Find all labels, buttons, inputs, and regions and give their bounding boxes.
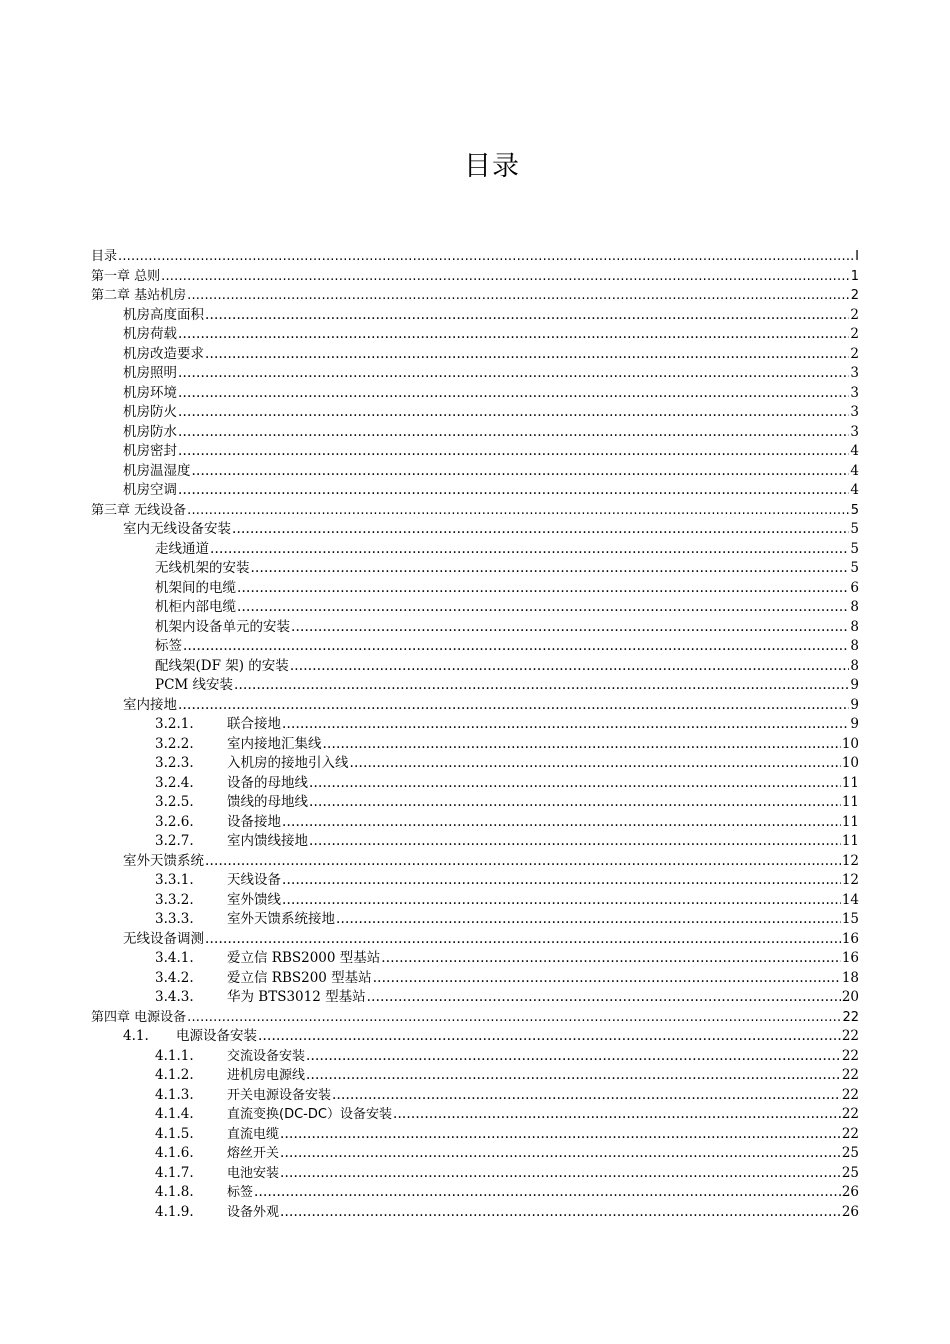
toc-entry-title: 华为 BTS3012 型基站 — [227, 989, 366, 1005]
toc-entry-page: I — [855, 249, 859, 264]
dot-leader — [210, 540, 849, 560]
toc-entry-title: 机房荷载 — [123, 326, 177, 342]
toc-entry-page: 5 — [850, 560, 859, 576]
dot-leader — [332, 1086, 841, 1106]
toc-entry[interactable] — [91, 598, 859, 618]
toc-entry-title: 室内接地 — [123, 696, 177, 713]
toc-entry[interactable] — [91, 1047, 859, 1067]
toc-entry-title: 第三章 无线设备 — [91, 502, 187, 518]
dot-leader — [205, 306, 849, 326]
toc-entry-page: 8 — [850, 657, 859, 674]
dot-leader — [381, 949, 841, 969]
dot-leader — [234, 676, 849, 696]
toc-entry-number: 3.2.5. — [155, 794, 194, 810]
toc-entry-title: 馈线的母地线 — [227, 794, 308, 810]
toc-entry[interactable] — [91, 1086, 859, 1106]
page-title: 目录 — [464, 151, 520, 182]
toc-entry-page: 22 — [841, 1028, 859, 1044]
toc-entry-page: 3 — [850, 365, 859, 381]
toc-entry[interactable] — [91, 501, 859, 521]
toc-entry-number: 3.2.2. — [155, 735, 194, 752]
toc-entry-number: 3.4.2. — [155, 969, 194, 986]
toc-entry[interactable] — [91, 715, 859, 735]
toc-entry[interactable] — [91, 423, 859, 443]
dot-leader — [306, 1047, 841, 1067]
dot-leader — [178, 403, 849, 423]
toc-entry[interactable] — [91, 637, 859, 657]
dot-leader — [178, 442, 849, 462]
toc-entry-title: 室内接地汇集线 — [227, 735, 322, 752]
dot-leader — [291, 618, 849, 638]
toc-entry-title: 爱立信 RBS2000 型基站 — [227, 950, 381, 966]
toc-entry[interactable] — [91, 520, 859, 540]
toc-entry-title: 机房改造要求 — [123, 345, 204, 362]
toc-entry[interactable] — [91, 442, 859, 462]
toc-entry[interactable] — [91, 247, 859, 267]
toc-entry-page: 18 — [841, 969, 859, 986]
toc-entry-title: 机架间的电缆 — [155, 579, 236, 596]
dot-leader — [280, 1144, 841, 1164]
toc-entry-page: 6 — [850, 579, 859, 596]
toc-entry-page: 22 — [841, 1067, 859, 1083]
table-of-contents — [91, 247, 859, 1222]
toc-entry[interactable] — [91, 1105, 859, 1125]
toc-entry-page: 12 — [841, 872, 859, 888]
toc-entry-page: 5 — [850, 540, 859, 557]
toc-entry-page: 12 — [841, 852, 859, 869]
toc-entry-number: 3.2.7. — [155, 833, 194, 849]
toc-entry-page: 8 — [850, 638, 859, 654]
toc-entry[interactable] — [91, 1125, 859, 1145]
toc-entry-page: 3 — [850, 423, 859, 440]
toc-entry-number: 4.1.9. — [155, 1203, 194, 1220]
toc-entry-number: 4.1.2. — [155, 1067, 194, 1083]
toc-entry-page: 4 — [850, 443, 859, 459]
toc-entry-title: 联合接地 — [227, 716, 281, 732]
toc-entry[interactable] — [91, 1066, 859, 1086]
dot-leader — [183, 637, 849, 657]
toc-entry-page: 25 — [841, 1145, 859, 1161]
toc-entry[interactable] — [91, 930, 859, 950]
toc-entry[interactable] — [91, 306, 859, 326]
dot-leader — [290, 657, 850, 677]
toc-entry-title: 进机房电源线 — [227, 1068, 306, 1083]
dot-leader — [187, 501, 850, 521]
toc-entry-page: 26 — [841, 1184, 859, 1200]
toc-entry-page: 11 — [841, 794, 859, 810]
toc-entry-title: 机房防水 — [123, 423, 177, 440]
toc-entry-page: 10 — [841, 755, 859, 771]
toc-entry-page: 8 — [850, 599, 859, 615]
toc-entry-title: 直流变换(DC-DC）设备安装 — [227, 1107, 392, 1122]
toc-entry[interactable] — [91, 676, 859, 696]
toc-entry-title: 机房防火 — [123, 404, 177, 420]
toc-entry[interactable] — [91, 462, 859, 482]
toc-entry[interactable] — [91, 988, 859, 1008]
toc-entry[interactable] — [91, 657, 859, 677]
toc-entry-title: 直流电缆 — [227, 1126, 280, 1142]
toc-entry-number: 3.2.4. — [155, 774, 194, 791]
dot-leader — [373, 969, 841, 989]
dot-leader — [367, 988, 841, 1008]
toc-entry-title: 室外天馈系统接地 — [227, 911, 335, 927]
toc-entry-page: 8 — [850, 618, 859, 635]
toc-entry-number: 4.1.3. — [155, 1086, 194, 1103]
toc-entry-number: 4.1. — [123, 1028, 149, 1044]
toc-entry-page: 4 — [850, 462, 859, 479]
toc-entry-number: 4.1.8. — [155, 1184, 194, 1200]
toc-entry-number: 3.3.3. — [155, 911, 194, 927]
toc-entry-title: 机架内设备单元的安装 — [155, 618, 290, 635]
toc-entry-title: 配线架(DF 架) 的安装 — [155, 657, 289, 674]
toc-entry[interactable] — [91, 345, 859, 365]
toc-entry[interactable] — [91, 403, 859, 423]
toc-entry-title: 熔丝开关 — [227, 1146, 280, 1161]
toc-entry-title: 机房温湿度 — [123, 462, 191, 479]
toc-entry[interactable] — [91, 325, 859, 345]
toc-entry-page: 22 — [842, 1009, 859, 1025]
dot-leader — [336, 910, 841, 930]
dot-leader — [282, 891, 841, 911]
toc-entry[interactable] — [91, 696, 859, 716]
toc-entry-number: 4.1.6. — [155, 1145, 194, 1161]
dot-leader — [178, 696, 849, 716]
toc-entry[interactable] — [91, 1027, 859, 1047]
dot-leader — [178, 325, 849, 345]
toc-entry-page: 25 — [841, 1164, 859, 1181]
toc-entry-page: 2 — [850, 326, 859, 342]
toc-entry[interactable] — [91, 871, 859, 891]
toc-entry-title: 室内馈线接地 — [227, 833, 308, 849]
dot-leader — [232, 520, 849, 540]
toc-entry-number: 4.1.1. — [155, 1047, 194, 1064]
dot-leader — [309, 832, 841, 852]
toc-entry-page: 22 — [841, 1125, 859, 1142]
toc-entry-title: PCM 线安装 — [155, 677, 234, 693]
toc-entry-page: 2 — [850, 306, 859, 323]
toc-entry[interactable] — [91, 774, 859, 794]
toc-entry-title: 机柜内部电缆 — [155, 599, 236, 615]
toc-entry-title: 机房密封 — [123, 443, 177, 459]
toc-entry-page: 14 — [841, 891, 859, 908]
toc-entry-number: 4.1.4. — [155, 1106, 194, 1122]
toc-entry-title: 天线设备 — [227, 872, 281, 888]
toc-entry[interactable] — [91, 267, 859, 287]
toc-entry-title: 电池安装 — [227, 1165, 280, 1181]
toc-entry-page: 4 — [850, 482, 859, 498]
dot-leader — [205, 852, 841, 872]
toc-entry-title: 交流设备安装 — [227, 1048, 306, 1064]
toc-entry-page: 11 — [841, 833, 859, 849]
dot-leader — [306, 1066, 841, 1086]
dot-leader — [187, 1008, 841, 1028]
dot-leader — [251, 559, 850, 579]
toc-entry-page: 3 — [850, 404, 859, 420]
toc-entry-title: 第一章 总则 — [91, 268, 161, 284]
dot-leader — [205, 345, 849, 365]
dot-leader — [205, 930, 841, 950]
dot-leader — [237, 579, 849, 599]
toc-entry[interactable] — [91, 891, 859, 911]
toc-entry-title: 设备接地 — [227, 813, 281, 830]
toc-entry-page: 22 — [841, 1106, 859, 1122]
toc-entry[interactable] — [91, 540, 859, 560]
toc-entry-page: 2 — [850, 288, 859, 303]
toc-entry-title: 电源设备安装 — [176, 1028, 257, 1044]
toc-entry-title: 开关电源设备安装 — [227, 1087, 332, 1103]
toc-entry-page: 11 — [841, 774, 859, 791]
toc-entry[interactable] — [91, 481, 859, 501]
toc-entry[interactable] — [91, 735, 859, 755]
toc-entry-title: 入机房的接地引入线 — [227, 755, 349, 771]
toc-entry[interactable] — [91, 579, 859, 599]
toc-entry-page: 16 — [841, 950, 859, 966]
dot-leader — [118, 247, 854, 267]
toc-entry-title: 室内无线设备安装 — [123, 521, 231, 537]
toc-entry-page: 9 — [850, 696, 859, 713]
toc-entry[interactable] — [91, 364, 859, 384]
toc-entry-title: 标签 — [227, 1185, 254, 1200]
toc-entry[interactable] — [91, 559, 859, 579]
toc-entry-number: 4.1.5. — [155, 1125, 194, 1142]
toc-entry-title: 爱立信 RBS200 型基站 — [227, 969, 372, 986]
toc-entry-title: 室外天馈系统 — [123, 852, 204, 869]
dot-leader — [393, 1105, 841, 1125]
dot-leader — [178, 384, 849, 404]
toc-entry[interactable] — [91, 832, 859, 852]
toc-entry-title: 无线机架的安装 — [155, 560, 250, 576]
dot-leader — [254, 1183, 841, 1203]
toc-entry[interactable] — [91, 754, 859, 774]
dot-leader — [280, 1203, 841, 1223]
dot-leader — [280, 1164, 841, 1184]
toc-entry-title: 走线通道 — [155, 540, 209, 557]
toc-entry[interactable] — [91, 384, 859, 404]
toc-entry-page: 3 — [850, 384, 859, 401]
toc-entry-number: 3.4.3. — [155, 989, 194, 1005]
dot-leader — [237, 598, 849, 618]
dot-leader — [282, 813, 841, 833]
toc-entry[interactable] — [91, 286, 859, 306]
dot-leader — [323, 735, 841, 755]
toc-entry-title: 机房照明 — [123, 365, 177, 381]
dot-leader — [178, 423, 849, 443]
toc-entry[interactable] — [91, 910, 859, 930]
toc-entry[interactable] — [91, 1164, 859, 1184]
toc-entry-number: 3.2.3. — [155, 755, 194, 771]
toc-entry-number: 3.4.1. — [155, 950, 194, 966]
dot-leader — [187, 286, 850, 306]
toc-entry-title: 标签 — [155, 638, 182, 654]
toc-entry-page: 10 — [841, 735, 859, 752]
toc-entry-page: 26 — [841, 1203, 859, 1220]
toc-entry[interactable] — [91, 852, 859, 872]
dot-leader — [309, 793, 841, 813]
toc-entry-page: 5 — [850, 502, 859, 518]
toc-entry-number: 4.1.7. — [155, 1164, 194, 1181]
toc-entry-title: 第四章 电源设备 — [91, 1009, 187, 1025]
toc-entry-title: 无线设备调测 — [123, 930, 204, 947]
toc-entry-number: 3.2.1. — [155, 716, 194, 732]
toc-entry[interactable] — [91, 969, 859, 989]
toc-entry-page: 9 — [850, 716, 859, 732]
toc-entry-number: 3.3.2. — [155, 891, 194, 908]
toc-entry[interactable] — [91, 1144, 859, 1164]
toc-entry[interactable] — [91, 618, 859, 638]
toc-entry-page: 11 — [841, 813, 859, 830]
toc-entry[interactable] — [91, 1183, 859, 1203]
dot-leader — [192, 462, 850, 482]
toc-entry-page: 2 — [850, 345, 859, 362]
dot-leader — [282, 715, 849, 735]
toc-entry-page: 22 — [841, 1047, 859, 1064]
toc-entry[interactable] — [91, 1008, 859, 1028]
toc-entry[interactable] — [91, 949, 859, 969]
toc-entry[interactable] — [91, 813, 859, 833]
dot-leader — [161, 267, 850, 287]
toc-entry-page: 20 — [841, 989, 859, 1005]
dot-leader — [282, 871, 841, 891]
dot-leader — [178, 481, 849, 501]
toc-entry-title: 第二章 基站机房 — [91, 288, 187, 303]
toc-entry-title: 机房高度面积 — [123, 306, 204, 323]
toc-entry-title: 设备外观 — [227, 1204, 280, 1220]
toc-entry-title: 室外馈线 — [227, 891, 281, 908]
dot-leader — [178, 364, 849, 384]
toc-entry-number: 3.3.1. — [155, 872, 194, 888]
toc-entry[interactable] — [91, 793, 859, 813]
dot-leader — [280, 1125, 841, 1145]
dot-leader — [258, 1027, 841, 1047]
toc-entry-title: 机房空调 — [123, 482, 177, 498]
toc-entry-title: 机房环境 — [123, 384, 177, 401]
dot-leader — [309, 774, 841, 794]
toc-entry-number: 3.2.6. — [155, 813, 194, 830]
toc-entry-page: 9 — [850, 677, 859, 693]
toc-entry-title: 目录 — [91, 249, 118, 264]
toc-entry-page: 5 — [850, 521, 859, 537]
toc-entry[interactable] — [91, 1203, 859, 1223]
toc-entry-page: 1 — [850, 268, 859, 284]
toc-entry-page: 22 — [841, 1086, 859, 1103]
dot-leader — [350, 754, 841, 774]
toc-entry-page: 15 — [841, 911, 859, 927]
toc-entry-page: 16 — [841, 930, 859, 947]
toc-entry-title: 设备的母地线 — [227, 774, 308, 791]
